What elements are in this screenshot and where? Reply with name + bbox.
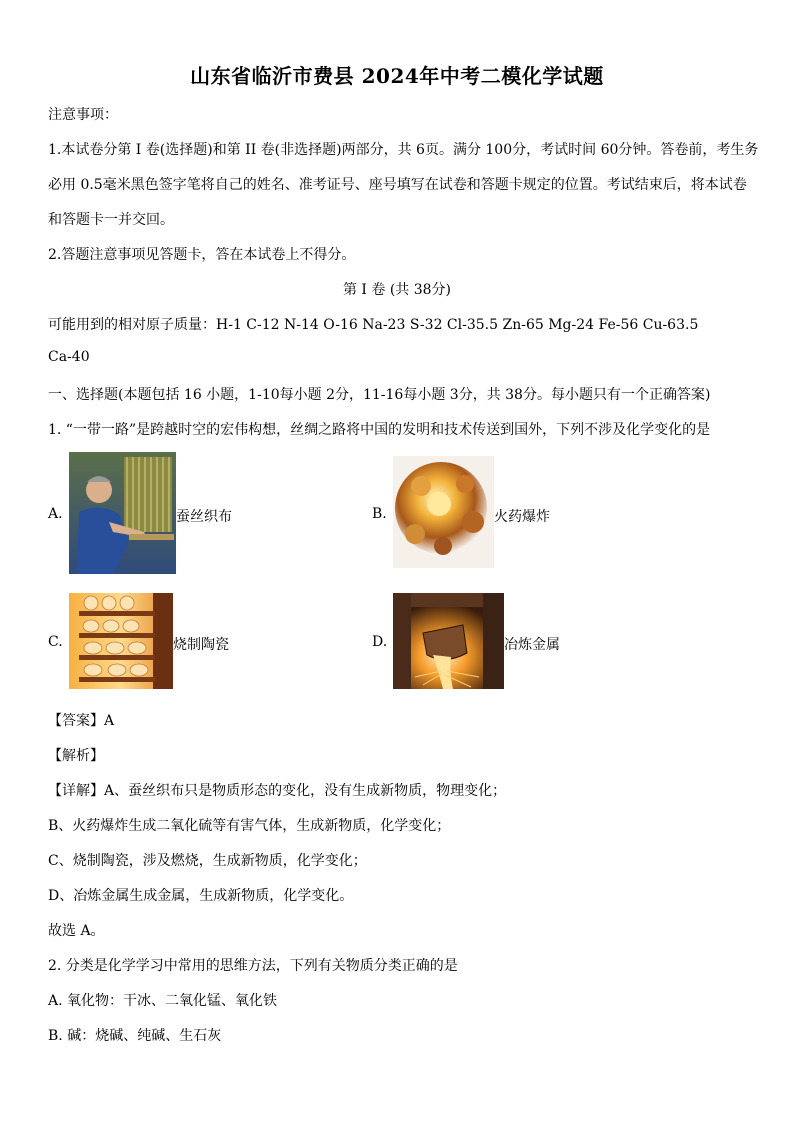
ceramics-kiln-photo-icon: [69, 593, 173, 689]
q1-detail-line: B、火药爆炸生成二氧化硫等有害气体，生成新物质，化学变化；: [48, 818, 451, 834]
q1-option-a-label: A.: [48, 506, 63, 522]
q1-answer: 【答案】A: [48, 713, 115, 729]
q1-option-b-text: 火药爆炸: [494, 509, 550, 525]
q1-stem: 1. “一带一路”是跨越时空的宏伟构想，丝绸之路将中国的发明和技术传送到国外，下列不涉及化学变化的是: [48, 422, 711, 438]
section1-title: 第 I 卷 (共 38分): [342, 282, 452, 298]
q1-detail-line: 故选 A。: [48, 923, 105, 939]
q1-detail-line: D、冶炼金属生成金属，生成新物质，化学变化。: [48, 888, 354, 904]
q1-option-a-text: 蚕丝织布: [176, 509, 232, 525]
note2: 2.答题注意事项见答题卡，答在本试卷上不得分。: [48, 247, 356, 263]
note1-line2: 必用 0.5毫米黑色签字笔将自己的姓名、准考证号、座号填写在试卷和答题卡规定的位置。考试结束后，将本试卷: [48, 177, 747, 193]
q1-detail-line: 【详解】A、蚕丝织布只是物质形态的变化，没有生成新物质，物理变化；: [48, 783, 507, 799]
weaving-photo-icon: [69, 452, 176, 574]
note1-line1: 1.本试卷分第 I 卷(选择题)和第 II 卷(非选择题)两部分，共 6页。满分 100分，考试时间 60分钟。答卷前，考生务: [48, 142, 759, 158]
q1-option-c-text: 烧制陶瓷: [173, 637, 229, 653]
q1-option-b-label: B.: [372, 506, 387, 522]
q1-analysis-heading: 【解析】: [48, 748, 104, 764]
q1-option-d-text: 冶炼金属: [504, 637, 560, 653]
note1-line3: 和答题卡一并交回。: [48, 212, 174, 228]
metal-smelting-photo-icon: [393, 593, 504, 689]
q1-option-c-label: C.: [48, 634, 63, 650]
q2-option-b: B. 碱：烧碱、纯碱、生石灰: [48, 1028, 222, 1044]
atomic-masses-line1: 可能用到的相对原子质量：H-1 C-12 N-14 O-16 Na-23 S-32 Cl-35.5 Zn-65 Mg-24 Fe-56 Cu-63.5: [48, 317, 699, 333]
part1-heading: 一、选择题(本题包括 16 小题，1-10每小题 2分，11-16每小题 3分，共 38分。每小题只有一个正确答案): [48, 387, 711, 403]
page-title: 山东省临沂市费县 2024年中考二模化学试题: [190, 64, 604, 88]
q1-option-d-label: D.: [372, 634, 388, 650]
q2-option-a: A. 氧化物：干冰、二氧化锰、氧化铁: [48, 993, 278, 1009]
notes-heading: 注意事项：: [48, 107, 118, 123]
atomic-masses-line2: Ca-40: [48, 349, 90, 365]
explosion-photo-icon: [393, 456, 494, 568]
q2-stem: 2. 分类是化学学习中常用的思维方法，下列有关物质分类正确的是: [48, 958, 458, 974]
q1-detail-line: C、烧制陶瓷，涉及燃烧，生成新物质，化学变化；: [48, 853, 367, 869]
